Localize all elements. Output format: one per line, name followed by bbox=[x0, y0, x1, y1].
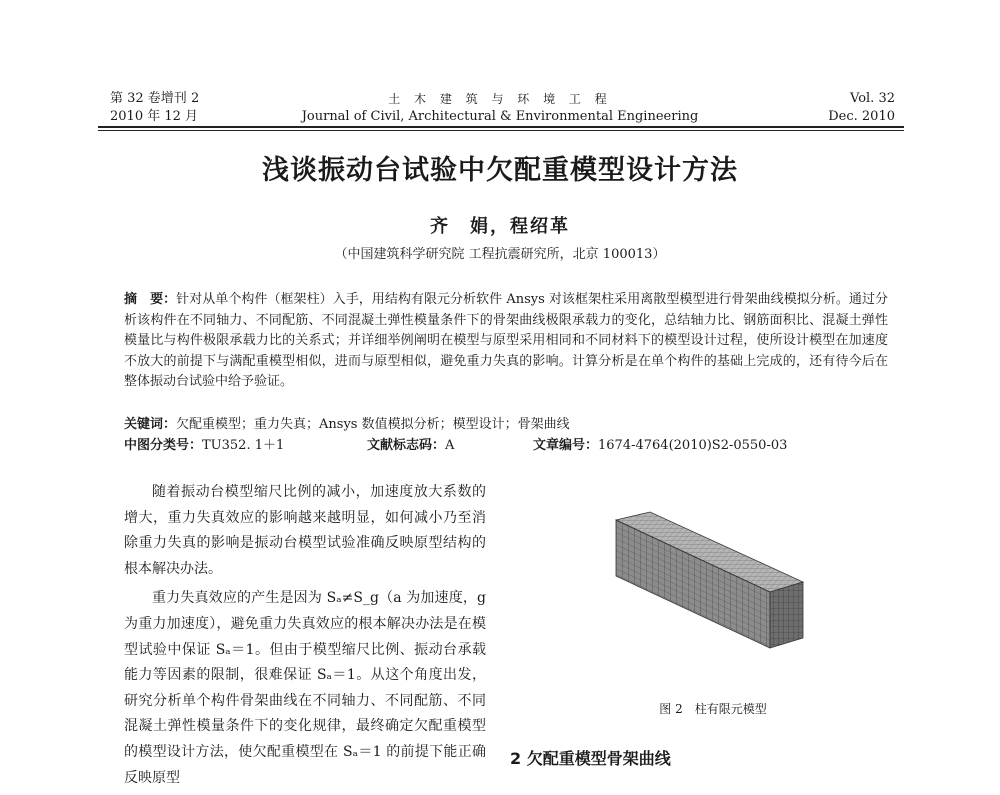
doc-code-value: A bbox=[445, 438, 455, 453]
body-paragraph-1: 随着振动台模型缩尺比例的减小，加速度放大系数的增大，重力失真效应的影响越来越明显，如何减小乃至消除重力失真的影响是振动台模型试验准确反映原型结构的根本解决办法。 bbox=[124, 484, 486, 577]
journal-name-cn: 土 木 建 筑 与 环 境 工 程 bbox=[388, 92, 612, 106]
doc-code-label: 文献标志码： bbox=[367, 438, 446, 453]
doc-code bbox=[367, 434, 454, 453]
figure-caption: 图 2 柱有限元模型 bbox=[659, 702, 767, 716]
affiliation: （中国建筑科学研究院 工程抗震研究所，北京 100013） bbox=[334, 247, 666, 262]
next-section-heading-cut bbox=[510, 749, 710, 768]
date-cn: 2010 年 12 月 bbox=[110, 109, 199, 124]
keywords bbox=[124, 413, 570, 432]
header-right bbox=[800, 90, 895, 126]
volume-cn: 第 32 卷增刊 2 bbox=[110, 91, 200, 106]
clc-label: 中图分类号： bbox=[124, 438, 203, 453]
header-rule-thick bbox=[98, 126, 904, 128]
clc-number bbox=[124, 434, 284, 453]
mesh-end-face bbox=[770, 582, 803, 648]
article-number bbox=[533, 434, 787, 453]
article-number-value: 1674-4764(2010)S2-0550-03 bbox=[598, 438, 788, 453]
header-rule-thin bbox=[98, 130, 904, 131]
next-section-heading: 2 欠配重模型骨架曲线 bbox=[510, 749, 671, 768]
abstract-label: 摘 要： bbox=[124, 292, 177, 307]
body-paragraph-2: 重力失真效应的产生是因为 Sₐ≠S_g（a 为加速度，g 为重力加速度），避免重力失真效应的根本解决办法是在模型试验中保证 Sₐ＝1。但由于模型缩尺比例、振动台承载能力等因素的限制，很难保证 Sₐ＝1。从这个角度出发，研究分析单个构件骨架曲线在不同轴力、不同配筋、不同混凝土弹性模量条件下的变化规律，最终确定欠配重模型的模型设计方法，使欠配重模型在 Sₐ＝1 的前提下能正确反映原型 bbox=[124, 590, 486, 786]
volume-en: Vol. 32 bbox=[850, 91, 895, 106]
authors: 齐 娟，程绍革 bbox=[430, 216, 570, 237]
clc-value: TU352. 1＋1 bbox=[202, 438, 285, 453]
abstract bbox=[124, 290, 888, 393]
keywords-text: 欠配重模型；重力失真；Ansys 数值模拟分析；模型设计；骨架曲线 bbox=[176, 417, 570, 432]
fe-column-model-figure bbox=[598, 500, 816, 650]
date-en: Dec. 2010 bbox=[828, 109, 895, 124]
article-number-label: 文章编号： bbox=[533, 438, 599, 453]
body-column-left bbox=[124, 480, 486, 795]
keywords-label: 关键词： bbox=[124, 417, 177, 432]
abstract-text: 针对从单个构件（框架柱）入手，用结构有限元分析软件 Ansys 对该框架柱采用离散型模型进行骨架曲线模拟分析。通过分析该构件在不同轴力、不同配筋、不同混凝土弹性模量条件下的骨架曲线极限承载力的变化，总结轴力比、钢筋面积比、混凝土弹性模量比与构件极限承载力比的关系式；并详细举例阐明在模型与原型采用相同和不同材料下的模型设计过程，使所设计模型在加速度不放大的前提下与满配重模型相似，进而与原型相似，避免重力失真的影响。计算分析是在单个构件的基础上完成的，还有待今后在整体振动台试验中给予验证。 bbox=[124, 292, 888, 389]
journal-name-en: Journal of Civil, Architectural & Environmental Engineering bbox=[301, 109, 699, 124]
paper-title: 浅谈振动台试验中欠配重模型设计方法 bbox=[262, 155, 738, 186]
